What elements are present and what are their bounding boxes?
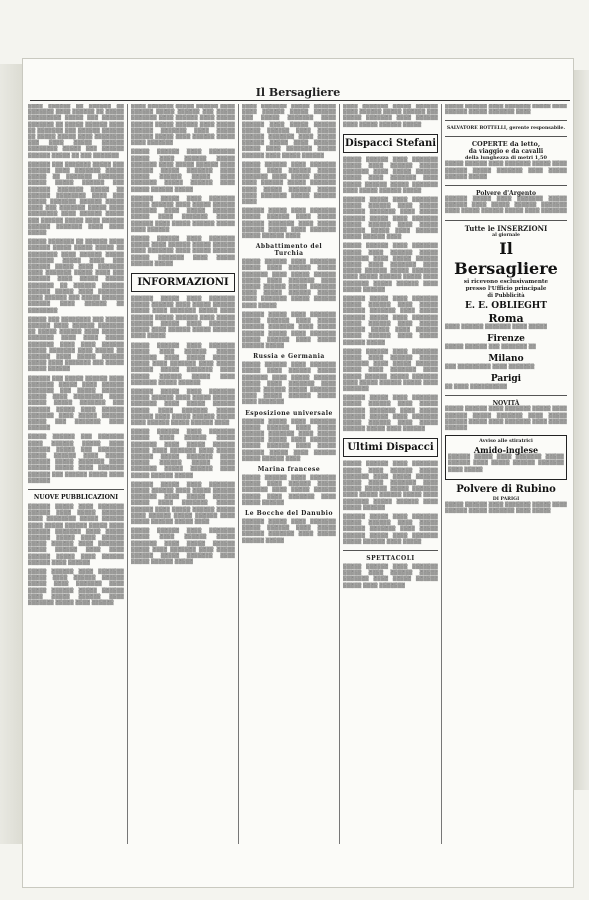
dispacci-stefani-box (343, 134, 438, 153)
body-text: ▒▒▒▒▒ ▒▒▒▒▒▒ ▒▒▒▒ ▒▒▒▒▒▒▒ ▒▒▒▒▒ ▒▒▒▒ ▒▒▒▒▒▒ ▒▒▒▒▒ ▒▒▒▒▒▒▒ ▒▒▒▒ ▒▒▒▒▒ ▒▒▒▒▒▒ ▒▒▒▒▒ (445, 162, 567, 180)
ad-pubblicita: di Pubblicità (487, 292, 525, 299)
section-heading-nuove-pubblicazioni: NUOVE PUBBLICAZIONI (33, 493, 119, 501)
section-heading-spettacoli: SPETTACOLI (366, 554, 415, 562)
ad-city-parigi: Parigi (490, 374, 522, 385)
ad-obliegh: E. E. OBLIEGHT (465, 300, 547, 311)
column-5-advertisements (445, 104, 567, 844)
body-text: ▒▒▒▒▒ ▒▒▒▒▒▒ ▒▒▒▒ ▒▒▒▒▒▒▒ ▒▒▒▒▒ ▒▒▒▒ ▒▒▒▒▒▒ ▒▒▒▒▒ ▒▒▒▒▒▒▒ ▒▒▒▒ ▒▒▒▒▒ ▒▒▒▒▒▒ ▒▒▒▒ ▒▒▒▒▒▒ ▒▒▒▒▒ ▒▒▒▒▒▒▒ ▒▒▒▒ ▒▒▒▒▒ ▒▒▒▒▒▒ ▒▒▒▒▒ ▒▒▒▒ ▒▒▒▒▒▒▒ ▒▒▒▒▒ ▒▒▒▒▒▒ ▒▒▒▒ (242, 162, 336, 206)
column-4 (343, 104, 438, 844)
ad-polvere-rubino-title: Polvere di Rubino (456, 483, 556, 495)
body-text: ▒▒▒▒▒▒ ▒▒▒▒▒ ▒▒▒▒ ▒▒▒▒▒▒▒ ▒▒▒▒▒ ▒▒▒▒▒▒ ▒▒▒▒ ▒▒▒▒▒ ▒▒▒▒▒▒ ▒▒▒▒▒▒▒ ▒▒▒▒ ▒▒▒▒▒ ▒▒▒▒▒▒ ▒▒▒▒▒ ▒▒▒▒ ▒▒▒▒▒▒▒ ▒▒▒▒▒ ▒▒▒▒▒▒ ▒▒▒▒ ▒▒▒▒▒ ▒▒▒▒▒▒ ▒▒▒▒▒ ▒▒▒▒ ▒▒▒▒▒▒ ▒▒▒▒▒ ▒▒▒▒▒▒ ▒▒▒▒ (343, 198, 438, 241)
body-text: ▒▒▒▒▒▒ ▒▒▒ ▒▒▒▒▒▒▒ ▒▒▒▒▒ ▒▒▒ ▒▒▒▒▒▒ ▒▒▒▒ ▒▒▒▒▒▒▒ ▒▒▒▒▒ ▒▒▒▒▒ ▒▒ ▒▒▒▒▒▒▒ ▒▒▒▒▒▒▒ ▒▒▒▒▒ ▒▒▒▒▒ ▒▒▒▒▒▒ ▒▒▒ ▒▒▒▒▒▒ ▒▒▒▒▒▒▒ ▒▒▒▒▒ ▒▒ ▒▒▒▒▒▒ ▒▒▒▒▒▒▒▒ ▒▒▒▒ ▒▒▒ ▒▒▒▒▒ ▒▒▒▒▒▒▒ ▒▒▒▒▒▒ ▒▒▒▒▒ ▒▒▒▒ ▒▒▒ ▒▒▒▒▒▒▒ ▒▒▒▒▒ ▒▒▒▒ ▒▒▒▒▒▒▒▒ ▒▒▒▒ ▒▒▒▒▒▒ ▒▒▒▒▒ ▒▒▒ ▒▒▒▒▒▒ ▒▒▒▒▒ ▒▒▒▒ ▒▒▒▒▒▒ ▒▒▒▒▒▒ ▒▒▒▒▒▒▒ ▒▒▒▒ ▒▒▒▒ ▒▒▒▒▒ (28, 162, 124, 237)
body-text: ▒▒▒▒▒▒ ▒▒▒▒▒ ▒▒▒▒ ▒▒▒▒▒▒▒ ▒▒▒▒▒ ▒▒▒▒▒▒ ▒▒▒▒ ▒▒▒▒▒ ▒▒▒▒▒▒ ▒▒▒▒▒▒▒ ▒▒▒▒ ▒▒▒▒▒ ▒▒▒▒▒▒ ▒▒▒▒▒ ▒▒▒▒ ▒▒▒▒▒▒▒ ▒▒▒▒▒ ▒▒▒▒▒▒ ▒▒▒▒ ▒▒▒▒▒ ▒▒▒▒▒▒ ▒▒▒▒▒ ▒▒▒▒ ▒▒▒▒▒▒ (343, 396, 438, 433)
body-text: ▒▒▒▒▒▒ ▒▒▒▒▒ ▒▒▒▒ ▒▒▒▒▒▒▒ ▒▒▒▒▒ ▒▒▒▒▒▒ ▒▒▒▒ ▒▒▒▒▒ ▒▒▒▒▒▒ ▒▒▒▒▒▒▒ ▒▒▒▒ ▒▒▒▒▒ ▒▒▒▒▒▒ ▒▒▒▒▒ ▒▒▒▒ ▒▒▒▒▒▒▒ ▒▒▒▒▒ ▒▒▒▒▒▒ ▒▒▒▒ (242, 209, 336, 240)
body-text: ▒▒▒▒ ▒▒▒▒▒▒▒ ▒▒▒▒▒ ▒▒▒▒▒▒ ▒▒▒▒ ▒▒▒▒▒▒ ▒▒▒▒▒ ▒▒▒▒▒▒ ▒▒▒ ▒▒▒▒▒ ▒▒▒▒▒▒▒ ▒▒▒▒ ▒▒▒▒▒▒ ▒▒▒▒ ▒▒▒▒▒ ▒▒▒▒▒▒ ▒▒▒▒▒ ▒▒▒▒▒▒ ▒▒▒▒ ▒▒▒▒▒ ▒▒▒▒▒▒ ▒▒▒▒▒▒▒ ▒▒▒▒ ▒▒▒▒▒ ▒▒▒▒▒▒ ▒▒▒▒▒ ▒▒▒▒ ▒▒▒▒▒▒ ▒▒▒▒▒ ▒▒▒▒ ▒▒▒▒▒▒▒ ▒▒▒▒▒ ▒▒▒▒▒▒ ▒▒▒▒ ▒▒▒▒▒ ▒▒▒▒▒▒ (242, 104, 336, 159)
column-rule (238, 104, 239, 844)
section-heading-bocche: Le Bocche del Danubio (245, 509, 333, 517)
page-curl-left (0, 64, 22, 844)
section-rule (343, 550, 438, 551)
ad-ricevono-2: presso l'Ufficio principale (465, 285, 547, 292)
body-text: ▒▒▒▒▒ ▒▒▒▒▒▒ ▒▒▒▒ ▒▒▒▒▒▒▒ ▒▒▒▒▒ ▒▒▒▒ ▒▒▒▒▒▒ ▒▒▒▒▒ ▒▒▒▒▒▒▒ ▒▒▒▒ ▒▒▒▒▒ ▒▒▒▒▒▒ ▒▒▒▒▒ ▒▒▒▒ ▒▒▒▒▒▒▒ ▒▒▒▒ ▒▒▒▒▒ ▒▒▒▒▒▒ ▒▒▒▒▒ ▒▒▒▒▒▒▒ ▒▒▒▒ ▒▒▒▒▒ ▒▒▒▒▒▒ ▒▒▒▒▒ ▒▒▒▒ ▒▒▒▒▒▒▒ ▒▒▒▒▒ ▒▒▒▒▒▒ (131, 343, 235, 386)
body-text: ▒▒▒▒▒ ▒▒▒▒▒▒ ▒▒▒▒ ▒▒▒▒▒▒▒ ▒▒▒▒▒ ▒▒▒▒ ▒▒▒▒▒▒ ▒▒▒▒▒ ▒▒▒▒▒▒▒ ▒▒▒▒ ▒▒▒▒▒ ▒▒▒▒▒▒ ▒▒▒▒▒ ▒▒▒▒ ▒▒▒▒▒▒▒ ▒▒▒▒ ▒▒▒▒▒ ▒▒▒▒▒▒ ▒▒▒▒▒ ▒▒▒▒▒▒▒ ▒▒▒▒ ▒▒▒▒▒ ▒▒▒▒▒▒ ▒▒▒▒▒ ▒▒▒▒ ▒▒▒▒▒▒▒ ▒▒▒▒▒ ▒▒▒▒▒▒ ▒▒▒▒ ▒▒▒▒▒ ▒▒▒▒▒▒ (343, 462, 438, 511)
body-text: ▒▒▒▒ ▒▒▒▒▒▒▒ ▒▒▒▒▒ ▒▒▒▒▒▒ ▒▒▒▒ ▒▒▒▒▒▒ ▒▒▒▒▒ ▒▒▒▒▒▒ ▒▒▒ ▒▒▒▒▒ ▒▒▒▒▒▒▒ ▒▒▒▒ ▒▒▒▒▒▒ ▒▒▒▒ ▒▒▒▒▒ ▒▒▒▒▒▒ ▒▒▒▒▒ ▒▒▒▒▒▒ ▒▒▒▒ ▒▒▒▒▒ ▒▒▒▒▒▒ ▒▒▒▒▒▒▒ ▒▒▒▒ ▒▒▒▒▒ ▒▒▒▒▒▒ ▒▒▒▒▒ ▒▒▒▒ ▒▒▒▒▒▒ ▒▒▒▒▒ ▒▒▒▒ ▒▒▒▒▒▒▒ (131, 104, 235, 147)
body-text: ▒▒▒▒▒ ▒▒▒▒▒▒ ▒▒▒▒ ▒▒▒▒▒▒▒ ▒▒▒▒▒ ▒▒▒▒ ▒▒▒▒▒▒ ▒▒▒▒▒ ▒▒▒▒▒▒▒ ▒▒▒▒ (445, 104, 567, 116)
column-1 (28, 104, 124, 844)
body-text: ▒▒▒▒▒ ▒▒▒▒▒▒ ▒▒▒▒ ▒▒▒▒▒▒▒ ▒▒▒▒▒ ▒▒▒▒ ▒▒▒▒▒▒ ▒▒▒▒▒ ▒▒▒▒▒▒▒ ▒▒▒▒ ▒▒▒▒▒ ▒▒▒▒▒▒ ▒▒▒▒▒ ▒▒▒▒ ▒▒▒▒▒▒▒ ▒▒▒▒ ▒▒▒▒▒ ▒▒▒▒▒▒ (242, 475, 336, 506)
section-heading-turchia: Abbattimento del Turchia (255, 243, 323, 258)
section-rule (445, 395, 567, 396)
column-3 (242, 104, 336, 844)
page-curl-right (574, 70, 589, 790)
column-rule (339, 104, 340, 844)
body-text: ▒▒▒▒▒ ▒▒▒▒▒▒ ▒▒▒▒ ▒▒▒▒▒▒▒ ▒▒▒▒▒ ▒▒▒▒ ▒▒▒▒▒▒ ▒▒▒▒▒ ▒▒▒▒▒▒▒ ▒▒▒▒ ▒▒▒▒▒ ▒▒▒▒▒▒ ▒▒▒▒▒ ▒▒▒▒ ▒▒▒▒▒▒▒ ▒▒▒▒ ▒▒▒▒▒ ▒▒▒▒▒▒ ▒▒▒▒▒ ▒▒▒▒▒▒▒ ▒▒▒▒ ▒▒▒▒▒ ▒▒▒▒▒▒ ▒▒▒▒▒ ▒▒▒▒ ▒▒▒▒▒▒▒ ▒▒▒▒▒ ▒▒▒▒▒▒ ▒▒▒▒ ▒▒▒▒▒ ▒▒▒▒▒▒ (343, 244, 438, 293)
ad-inserzioni-title: Tutte le INSERZIONI (464, 223, 548, 233)
body-text: ▒▒▒▒▒ ▒▒▒▒▒▒ ▒▒▒▒ ▒▒▒▒▒▒▒ ▒▒▒▒▒ ▒▒▒▒ ▒▒▒▒▒▒ ▒▒▒▒▒ ▒▒▒▒▒▒▒ ▒▒▒▒ ▒▒▒▒▒ ▒▒▒▒▒▒ ▒▒▒▒▒ ▒▒▒▒ ▒▒▒▒▒▒▒ ▒▒▒▒ ▒▒▒▒▒ ▒▒▒▒▒▒ ▒▒▒▒▒ ▒▒▒▒▒▒▒ ▒▒▒▒ ▒▒▒▒▒ ▒▒▒▒▒▒ ▒▒▒▒▒ ▒▒▒▒ ▒▒▒▒▒▒▒ (343, 349, 438, 392)
body-text: ▒▒▒▒▒▒ ▒▒▒▒▒ ▒▒▒▒ ▒▒▒▒▒▒▒ ▒▒▒▒▒ ▒▒▒▒▒▒ ▒▒▒▒ ▒▒▒▒▒ ▒▒▒▒▒▒ ▒▒▒▒▒▒▒ ▒▒▒▒ ▒▒▒▒▒ ▒▒▒▒▒▒ ▒▒▒▒▒ ▒▒▒▒ ▒▒▒▒▒▒▒ ▒▒▒▒▒ ▒▒▒▒▒▒ ▒▒▒▒ ▒▒▒▒▒ ▒▒▒▒▒▒ ▒▒▒▒▒ ▒▒▒▒ ▒▒▒▒▒▒ ▒▒▒▒▒ ▒▒▒▒▒▒ ▒▒▒▒ ▒▒▒▒▒ ▒▒▒▒▒▒ ▒▒▒▒▒ (343, 297, 438, 346)
ad-di-parigi: DI PARIGI (492, 496, 520, 502)
section-heading-dispacci-stefani: Dispacci Stefani (344, 137, 437, 149)
column-rule (127, 104, 128, 844)
body-text: ▒▒▒▒▒▒ ▒▒▒▒▒ ▒▒▒▒ ▒▒▒▒▒▒▒ ▒▒▒▒▒ ▒▒▒▒▒▒ ▒▒▒▒ ▒▒▒▒▒ ▒▒▒▒▒▒ ▒▒▒▒▒▒▒ ▒▒▒▒ ▒▒▒▒▒ ▒▒▒▒▒▒ ▒▒▒▒▒ ▒▒▒▒ ▒▒▒▒▒▒▒ ▒▒▒▒▒ ▒▒▒▒▒▒ ▒▒▒▒ ▒▒▒▒▒ ▒▒▒▒▒▒ ▒▒▒▒▒ ▒▒▒▒ ▒▒▒▒▒▒ (131, 196, 235, 233)
body-text: ▒▒▒▒▒ ▒▒▒▒▒▒ ▒▒▒▒ ▒▒▒▒▒▒▒ ▒▒▒▒▒ ▒▒▒▒ ▒▒▒▒▒▒ ▒▒▒▒▒ ▒▒▒▒▒▒▒ ▒▒▒▒ ▒▒▒▒▒ ▒▒▒▒▒▒ ▒▒▒▒▒ ▒▒▒▒ ▒▒▒▒▒▒▒ ▒▒▒▒ ▒▒▒▒▒ ▒▒▒▒▒▒ ▒▒▒▒▒ ▒▒▒▒▒▒▒ ▒▒▒▒ ▒▒▒▒▒ ▒▒▒▒▒▒ ▒▒▒▒▒ ▒▒▒▒ ▒▒▒▒▒▒▒ ▒▒▒▒▒ ▒▒▒▒▒▒ ▒▒▒▒ ▒▒▒▒▒ (242, 260, 336, 309)
ad-city-milano: Milano (488, 354, 524, 365)
section-heading-ultimi-dispacci: Ultimi Dispacci (347, 442, 434, 454)
body-text: ▒▒▒▒ ▒▒▒▒▒▒▒ ▒▒▒▒▒ ▒▒▒▒▒▒ ▒▒▒▒ ▒▒▒▒▒▒ ▒▒▒▒▒ ▒▒▒▒▒▒ ▒▒▒ ▒▒▒▒▒ ▒▒▒▒▒▒▒ ▒▒▒▒ ▒▒▒▒▒▒ ▒▒▒▒ ▒▒▒▒▒ ▒▒▒▒▒▒ ▒▒▒▒▒ (343, 104, 438, 128)
ad-novita-title: NOVITÀ (492, 400, 520, 408)
section-heading-russia: Russia e Germania (253, 353, 325, 361)
body-text: ▒▒▒▒▒ ▒▒▒▒▒▒ ▒▒▒▒ ▒▒▒▒▒▒▒ ▒▒▒▒▒ ▒▒▒▒ ▒▒▒▒▒▒ ▒▒▒▒▒ ▒▒▒▒▒▒▒ ▒▒▒▒ ▒▒▒▒▒ ▒▒▒▒▒▒ ▒▒▒▒ ▒▒▒▒▒▒ ▒▒▒▒▒ ▒▒▒▒▒▒▒ ▒▒▒▒ ▒▒▒▒▒ ▒▒▒▒▒▒ ▒▒▒▒▒ ▒▒▒▒ ▒▒▒▒▒▒▒ ▒▒▒▒▒ ▒▒▒▒▒▒ ▒▒▒▒ ▒▒▒▒▒ ▒▒▒▒▒▒ ▒▒▒▒▒ (131, 150, 235, 193)
body-text: ▒▒▒▒▒▒ ▒▒▒▒▒ ▒▒▒▒ ▒▒▒▒▒▒▒ ▒▒▒▒▒ ▒▒▒▒▒▒ ▒▒▒▒ ▒▒▒▒▒ ▒▒▒▒▒▒ ▒▒▒▒▒▒▒ ▒▒▒▒ ▒▒▒▒▒ ▒▒▒▒▒▒ ▒▒▒▒▒ (242, 519, 336, 544)
section-heading-informazioni: INFORMAZIONI (137, 277, 229, 289)
ad-amido-title: Amido-inglese (473, 445, 539, 456)
body-text: ▒▒▒▒▒ ▒▒▒▒▒▒ ▒▒▒▒ ▒▒▒▒▒▒▒ ▒▒▒▒▒ ▒▒▒▒ ▒▒▒▒▒▒ ▒▒▒▒▒ ▒▒▒▒▒▒▒ ▒▒▒▒ ▒▒▒▒▒ ▒▒▒▒▒▒ ▒▒▒▒▒ ▒▒▒▒ ▒▒▒▒▒▒▒ ▒▒▒▒ ▒▒▒▒▒ ▒▒▒▒▒▒ ▒▒▒▒▒ ▒▒▒▒▒▒▒ ▒▒▒▒ ▒▒▒▒▒ ▒▒▒▒▒▒ ▒▒▒▒▒ (131, 529, 235, 566)
header-rule (30, 100, 570, 101)
ad-polvere-argento-title: Polvere d'Argento (476, 190, 536, 198)
informazioni-box (131, 273, 235, 292)
ad-avviso: Avviso alle stiratrici (479, 438, 533, 445)
body-text: ▒▒▒▒▒ ▒▒▒▒▒▒ ▒▒▒▒ ▒▒▒▒▒▒▒ ▒▒▒▒▒ ▒▒▒▒ ▒▒▒▒▒▒ ▒▒▒▒▒▒ ▒▒▒▒▒ ▒▒▒▒ ▒▒▒▒▒▒▒ ▒▒▒▒ ▒▒▒▒▒ ▒▒▒▒▒▒ ▒▒▒▒▒ ▒▒▒▒▒▒ ▒▒▒▒ ▒▒▒▒▒ ▒▒▒▒▒▒ ▒▒▒▒ ▒▒▒▒▒▒▒ ▒▒▒▒▒ ▒▒▒▒ ▒▒▒▒▒▒ (28, 570, 124, 607)
body-text: ▒▒▒▒▒▒ ▒▒▒▒▒ ▒▒▒▒ ▒▒▒▒▒▒▒ ▒▒▒▒▒ ▒▒▒▒▒▒ ▒▒▒▒ ▒▒▒▒▒ ▒▒▒▒▒▒ ▒▒▒▒▒▒▒ ▒▒▒▒ ▒▒▒▒▒ ▒▒▒▒▒▒ ▒▒▒▒▒ ▒▒▒▒ ▒▒▒▒▒▒▒ ▒▒▒▒▒ ▒▒▒▒▒▒ ▒▒▒▒ ▒▒▒▒▒ ▒▒▒▒▒▒ ▒▒▒▒▒ ▒▒▒▒ ▒▒▒▒▒▒ ▒▒▒▒▒ ▒▒▒▒▒▒ ▒▒▒▒ (131, 389, 235, 426)
ad-city-firenze: Firenze (487, 333, 525, 344)
body-text: ▒▒▒▒▒▒ ▒▒▒ ▒▒▒▒▒ ▒▒▒▒▒▒ ▒▒▒▒ ▒▒▒▒▒▒▒ ▒▒▒▒▒ ▒▒▒▒ ▒▒▒▒▒▒ ▒▒▒▒▒▒▒ ▒▒▒ ▒▒▒▒▒ ▒▒▒▒▒▒ ▒▒▒▒▒ ▒▒▒▒ ▒▒▒▒▒▒▒▒ ▒▒▒▒ ▒▒▒▒▒ ▒▒▒▒▒ ▒▒▒▒▒▒▒ ▒▒▒ ▒▒▒▒▒▒ ▒▒▒▒▒ ▒▒▒▒ ▒▒▒▒▒▒ ▒▒▒▒▒▒▒ ▒▒▒▒ ▒▒▒▒▒ ▒▒▒▒▒▒ ▒▒▒▒▒ ▒▒▒ ▒▒▒▒▒▒▒ ▒▒▒▒ ▒▒▒▒▒▒ (28, 376, 124, 432)
body-text: ▒▒▒▒▒▒ ▒▒▒▒▒ ▒▒▒▒ ▒▒▒▒▒▒▒ ▒▒▒▒▒ ▒▒▒▒▒▒ ▒▒▒▒ ▒▒▒▒▒ ▒▒▒▒▒▒ ▒▒▒▒▒▒▒ ▒▒▒▒ ▒▒▒▒▒ ▒▒▒▒▒▒ ▒▒▒▒▒ ▒▒▒▒ ▒▒▒▒▒▒▒ ▒▒▒▒▒ ▒▒▒▒▒▒ ▒▒▒▒ ▒▒▒▒▒ ▒▒▒▒▒▒ ▒▒▒▒▒ ▒▒▒▒ ▒▒▒▒▒▒ ▒▒▒▒▒ ▒▒▒▒▒▒ ▒▒▒▒ ▒▒▒▒▒ ▒▒▒▒▒▒ ▒▒▒▒▒ ▒▒▒▒ (131, 482, 235, 525)
body-text: ▒▒▒▒▒ ▒▒▒▒▒▒ ▒▒▒▒ ▒▒▒▒▒▒▒ ▒▒▒▒▒ ▒▒▒▒ ▒▒▒▒▒▒ ▒▒▒▒▒ ▒▒▒▒▒▒▒ ▒▒▒▒ ▒▒▒▒▒ ▒▒▒▒▒▒ ▒▒▒▒▒ ▒▒▒▒ ▒▒▒▒▒▒▒ ▒▒▒▒ ▒▒▒▒▒ ▒▒▒▒▒▒ ▒▒▒▒▒ ▒▒▒▒▒▒▒ ▒▒▒▒ ▒▒▒▒▒ ▒▒▒▒▒▒ ▒▒▒▒▒ ▒▒▒▒ ▒▒▒▒▒▒▒ ▒▒▒▒▒ ▒▒▒▒▒▒ ▒▒▒▒ ▒▒▒▒▒ ▒▒▒▒▒▒ ▒▒▒▒▒ (131, 430, 235, 479)
section-rule (445, 220, 567, 221)
column-rule (441, 104, 442, 844)
body-text: ▒▒▒▒▒ ▒▒▒▒▒▒ ▒▒▒▒ ▒▒▒▒▒▒▒ ▒▒▒▒▒ ▒▒▒▒ ▒▒▒▒▒▒ ▒▒▒▒▒ ▒▒▒▒▒▒▒ ▒▒▒▒ ▒▒▒▒▒ (445, 502, 567, 515)
ad-ricevono-1: si ricevono esclusivamente (463, 278, 549, 285)
body-text: ▒▒▒▒▒▒ ▒▒▒▒▒ ▒▒▒▒ ▒▒▒▒▒▒▒ ▒▒▒▒▒ ▒▒▒▒▒▒ ▒▒▒▒ ▒▒▒▒▒ ▒▒▒▒▒▒ ▒▒▒▒▒▒▒ ▒▒▒▒ ▒▒▒▒▒ (448, 455, 564, 473)
section-rule (445, 185, 567, 186)
body-text: ▒▒▒▒ ▒▒▒▒▒▒ ▒▒ ▒▒▒▒▒▒ ▒▒ ▒▒▒▒▒▒▒ ▒▒▒▒ ▒▒▒▒▒▒ ▒▒ ▒▒▒▒▒ ▒▒▒▒▒▒▒▒▒ ▒▒▒▒▒ ▒▒▒ ▒▒▒▒▒▒ ▒▒▒▒▒▒▒ ▒▒ ▒▒▒▒▒ ▒▒▒▒▒▒ ▒▒▒▒ ▒▒ ▒▒▒▒▒▒▒ ▒▒▒ ▒▒▒▒▒▒ ▒▒▒▒▒▒ ▒▒ ▒▒▒▒▒ ▒▒▒▒▒ ▒▒▒▒ ▒▒▒▒▒▒▒▒ ▒▒▒ ▒▒▒▒ ▒▒▒▒▒ ▒▒▒▒▒▒ ▒▒▒▒▒▒▒▒ ▒▒▒▒▒ ▒▒▒ ▒▒▒▒▒▒ ▒▒▒▒▒▒ ▒▒▒▒▒ ▒▒ ▒▒▒ ▒▒▒▒▒▒▒ (28, 104, 124, 159)
body-text: ▒▒▒▒ ▒▒▒▒▒▒ ▒▒▒▒▒▒▒ ▒▒▒▒ ▒▒▒▒▒ (445, 324, 548, 330)
body-text: ▒▒▒▒▒ ▒▒▒▒▒▒ ▒▒▒▒ ▒▒▒▒▒▒▒ ▒▒▒▒▒ ▒▒▒▒ ▒▒▒▒▒▒ ▒▒▒▒▒ ▒▒▒▒▒▒▒ ▒▒▒▒ ▒▒▒▒▒ ▒▒▒▒▒▒ ▒▒▒▒▒ ▒▒▒▒ ▒▒▒▒▒▒▒ ▒▒▒▒ ▒▒▒▒▒ ▒▒▒▒▒▒ ▒▒▒▒▒ ▒▒▒▒▒▒▒ ▒▒▒▒ ▒▒▒▒▒ ▒▒▒▒▒▒ ▒▒▒▒▒ (343, 157, 438, 194)
ad-city-roma: Roma (488, 311, 524, 325)
body-text: ▒▒▒▒▒▒ ▒▒▒▒▒ ▒▒▒▒ ▒▒▒▒▒▒▒ ▒▒▒▒▒▒ ▒▒▒▒ ▒▒▒▒▒ ▒▒▒▒▒▒ ▒▒▒▒ ▒▒▒▒▒▒▒▒ ▒▒▒▒▒ ▒▒▒▒▒▒ ▒▒▒▒ ▒▒▒▒▒ ▒▒▒▒▒▒ ▒▒▒▒▒ ▒▒▒▒ ▒▒▒▒▒▒ ▒▒▒▒▒▒▒ ▒▒▒▒ ▒▒▒▒▒ ▒▒▒▒▒▒ ▒▒▒▒▒ ▒▒▒▒ ▒▒▒▒▒▒ ▒▒▒▒▒ ▒▒▒▒▒▒ ▒▒▒▒ ▒▒▒▒▒▒▒ ▒▒▒▒▒ ▒▒▒▒▒▒ ▒▒▒▒ ▒▒▒▒ ▒▒▒▒▒▒ ▒▒▒▒▒ ▒▒▒▒ ▒▒▒▒▒▒ ▒▒▒▒▒▒ ▒▒▒▒ ▒▒▒▒▒▒ (28, 504, 124, 566)
body-text: ▒▒▒▒▒ ▒▒▒▒▒▒ ▒▒▒▒ ▒▒▒▒▒▒▒ ▒▒▒▒▒ ▒▒▒▒ ▒▒▒▒▒▒ ▒▒▒▒▒ ▒▒▒▒▒▒▒ ▒▒▒▒ ▒▒▒▒▒ ▒▒▒▒▒▒ ▒▒▒▒▒ ▒▒▒▒ ▒▒▒▒▒▒▒ ▒▒▒▒ ▒▒▒▒▒ ▒▒▒▒▒▒ ▒▒▒▒▒ ▒▒▒▒▒▒▒ ▒▒▒▒ ▒▒▒▒▒ ▒▒▒▒▒▒ ▒▒▒▒▒ ▒▒▒▒ ▒▒▒▒▒▒▒ (242, 363, 336, 406)
body-text: ▒▒▒▒▒ ▒▒▒▒▒▒ ▒▒▒ ▒▒▒▒▒▒▒ ▒▒▒▒ ▒▒▒▒▒▒ ▒▒▒▒▒ ▒▒▒▒ ▒▒▒▒▒▒ ▒▒▒▒▒ ▒▒▒ ▒▒▒▒▒▒▒ ▒▒▒▒▒ ▒▒▒▒▒▒ ▒▒▒▒ ▒▒▒▒▒ ▒▒▒▒▒▒ ▒▒▒▒▒ ▒▒▒▒▒▒▒ ▒▒▒▒ ▒▒▒▒▒▒ ▒▒▒▒▒ ▒▒▒▒ ▒▒▒▒▒▒▒ ▒▒▒▒▒▒ ▒▒▒ ▒▒▒▒▒▒ ▒▒▒▒▒ ▒▒▒▒ ▒▒▒▒▒▒ (28, 435, 124, 484)
section-rule (28, 489, 124, 490)
ad-coperte-title: COPERTE da letto, (471, 140, 541, 149)
section-rule (445, 120, 567, 121)
column-2 (131, 104, 235, 844)
body-text: ▒▒▒ ▒▒▒▒▒▒▒▒▒ ▒▒▒▒ ▒▒▒▒▒▒▒ (445, 365, 535, 371)
body-text: ▒▒▒▒▒▒ ▒▒▒▒▒ ▒▒▒▒ ▒▒▒▒▒▒▒ ▒▒▒▒▒ ▒▒▒▒▒▒ ▒▒▒▒ ▒▒▒▒▒ ▒▒▒▒▒▒ ▒▒▒▒▒▒▒ ▒▒▒▒ ▒▒▒▒▒ ▒▒▒▒▒▒ ▒▒▒▒▒ ▒▒▒▒ ▒▒▒▒▒▒▒ ▒▒▒▒▒ ▒▒▒▒▒▒ ▒▒▒▒ ▒▒▒▒▒ ▒▒▒▒▒▒ ▒▒▒▒▒ ▒▒▒▒ ▒▒▒▒▒▒ ▒▒▒▒▒ ▒▒▒▒▒▒ ▒▒▒▒ (242, 419, 336, 462)
ad-amido-box (445, 435, 567, 480)
body-text: ▒▒▒▒▒ ▒▒▒ ▒▒▒▒▒▒▒▒ ▒▒▒ ▒▒▒▒▒ ▒▒▒▒▒▒ ▒▒▒▒ ▒▒▒▒▒▒ ▒▒▒▒▒▒▒ ▒▒ ▒▒▒▒▒ ▒▒▒▒▒▒ ▒▒▒▒ ▒▒▒▒▒▒ ▒▒▒▒▒▒▒ ▒▒▒▒ ▒▒▒▒ ▒▒▒▒▒ ▒▒▒▒▒▒▒ ▒▒▒▒ ▒▒▒▒ ▒▒▒▒▒▒ ▒▒▒▒▒ ▒▒▒▒▒▒▒ ▒▒▒▒ ▒▒▒▒▒ ▒▒ ▒▒▒▒▒▒ ▒▒▒▒ ▒▒▒▒▒ ▒▒▒▒▒▒ ▒▒▒▒▒ ▒▒▒▒ ▒▒▒▒▒▒▒ ▒▒▒ ▒▒▒▒▒ ▒▒▒▒▒ ▒▒▒▒▒▒ (28, 317, 124, 373)
body-text: ▒▒▒▒▒ ▒▒▒▒▒▒ ▒▒▒▒ ▒▒▒▒▒▒▒ ▒▒▒▒▒ ▒▒▒▒ ▒▒▒▒▒▒ ▒▒▒▒▒ ▒▒▒▒▒▒▒ ▒▒▒▒ ▒▒▒▒▒ ▒▒▒▒▒▒ ▒▒▒▒▒ ▒▒▒▒ ▒▒▒▒▒▒▒ ▒▒▒▒ ▒▒▒▒▒ ▒▒▒▒▒▒ (445, 407, 567, 432)
body-text: ▒▒▒▒▒▒ ▒▒▒▒▒ ▒▒▒▒ ▒▒▒▒▒▒▒ ▒▒▒▒▒ ▒▒▒▒▒▒ ▒▒▒▒ ▒▒▒▒▒ ▒▒▒▒▒▒ ▒▒▒▒▒▒▒ ▒▒▒▒ ▒▒▒▒▒ ▒▒▒▒▒▒ ▒▒▒▒▒ ▒▒▒▒ ▒▒▒▒▒▒▒ (445, 197, 567, 215)
gerente-line: SALVATORE BOTTELLI, gerente responsabile. (446, 126, 566, 132)
body-text: ▒▒▒▒▒ ▒▒▒▒▒▒▒ ▒▒ ▒▒▒▒▒▒ ▒▒▒▒ ▒▒▒▒▒▒ ▒▒▒▒▒ ▒▒▒▒▒ ▒▒▒▒▒ ▒▒ ▒▒▒▒▒▒▒▒ ▒▒▒▒ ▒▒▒▒▒▒ ▒▒▒▒▒ ▒▒▒▒▒▒▒ ▒▒▒▒▒ ▒▒▒▒ ▒▒▒ ▒▒▒▒▒▒ ▒▒▒▒▒ ▒▒▒▒ ▒▒▒▒▒▒▒ ▒▒▒▒ ▒▒▒▒▒▒▒ ▒▒▒▒▒ ▒▒▒▒ ▒▒▒ ▒▒▒▒▒▒ ▒▒▒▒ ▒▒▒▒▒ ▒▒▒▒▒ ▒▒▒▒▒▒▒ ▒▒ ▒▒▒▒▒▒ ▒▒▒▒▒▒ ▒▒▒▒▒▒ ▒▒▒▒▒ ▒▒▒▒ ▒▒▒▒▒▒▒ ▒▒▒▒ ▒▒▒▒▒▒ ▒▒▒ ▒▒▒▒▒ ▒▒▒▒▒▒ ▒▒▒▒▒▒ ▒▒▒▒ ▒▒▒▒▒▒ ▒▒ ▒▒▒▒▒▒▒▒ (28, 240, 124, 314)
running-header: Il Bersagliere (255, 86, 341, 99)
body-text: ▒▒▒▒▒▒ ▒▒▒▒▒ ▒▒▒▒ ▒▒▒▒▒▒▒ ▒▒▒▒▒ ▒▒▒▒▒▒ ▒▒▒▒ ▒▒▒▒▒ ▒▒▒▒▒▒ ▒▒▒▒▒ ▒▒▒▒ ▒▒▒▒▒▒▒ ▒▒▒▒▒ ▒▒▒▒ ▒▒▒▒▒▒ ▒▒▒▒▒ ▒▒▒▒▒▒ ▒▒▒▒ ▒▒▒▒▒ ▒▒▒▒▒▒ ▒▒▒▒▒ ▒▒▒▒ ▒▒▒▒▒▒▒ ▒▒▒▒▒ ▒▒▒▒ ▒▒▒▒▒▒ ▒▒▒▒▒ ▒▒▒▒▒▒ ▒▒▒▒ ▒▒▒▒▒ (131, 297, 235, 340)
body-text: ▒▒▒▒▒▒ ▒▒▒▒▒ ▒▒▒▒ ▒▒▒▒▒▒▒ ▒▒▒▒▒ ▒▒▒▒▒▒ ▒▒▒▒ ▒▒▒▒▒ ▒▒▒▒▒▒ ▒▒▒▒▒▒▒ ▒▒▒▒ ▒▒▒▒▒ ▒▒▒▒▒▒ ▒▒▒▒▒ ▒▒▒▒ ▒▒▒▒▒▒▒ ▒▒▒▒▒ ▒▒▒▒▒▒ ▒▒▒▒ ▒▒▒▒▒ ▒▒▒▒▒▒ ▒▒▒▒▒ (242, 312, 336, 349)
ultimi-dispacci-box (343, 438, 438, 457)
body-text: ▒▒ ▒▒▒▒ ▒▒▒▒▒▒▒▒▒▒ (445, 385, 508, 391)
body-text: ▒▒▒▒▒ ▒▒▒▒▒▒ ▒▒▒▒ ▒▒▒▒▒▒▒ ▒▒▒▒▒ ▒▒▒▒ ▒▒▒▒▒▒ ▒▒▒▒▒ ▒▒▒▒▒▒ ▒▒▒▒ ▒▒▒▒▒▒▒ ▒▒▒▒ ▒▒▒▒▒ ▒▒▒▒▒▒ ▒▒▒▒▒ ▒▒▒▒▒▒▒ ▒▒▒▒ ▒▒▒▒▒ ▒▒▒▒▒▒ ▒▒▒▒▒ (131, 237, 235, 267)
body-text: ▒▒▒▒▒ ▒▒▒▒▒▒ ▒▒▒ ▒▒▒▒▒▒▒ ▒▒ (445, 344, 536, 350)
body-text: ▒▒▒▒▒▒ ▒▒▒▒▒ ▒▒▒▒ ▒▒▒▒▒▒▒ ▒▒▒▒▒ ▒▒▒▒▒▒ ▒▒▒▒ ▒▒▒▒▒ ▒▒▒▒▒▒ ▒▒▒▒▒▒▒ ▒▒▒▒ ▒▒▒▒▒ ▒▒▒▒▒▒ ▒▒▒▒▒ ▒▒▒▒ ▒▒▒▒▒▒▒ ▒▒▒▒▒ ▒▒▒▒▒▒ ▒▒▒▒ ▒▒▒▒▒ (343, 514, 438, 545)
section-rule (445, 136, 567, 137)
ad-al-giornale: al giornale (492, 232, 520, 238)
ad-bersagliere-title: Il Bersagliere (454, 238, 558, 278)
ad-coperte-subtitle: da viaggio e da cavalli (468, 148, 544, 156)
body-text: ▒▒▒▒▒ ▒▒▒▒▒▒ ▒▒▒▒ ▒▒▒▒▒▒▒ ▒▒▒▒▒ ▒▒▒▒ ▒▒▒▒▒▒ ▒▒▒▒▒ ▒▒▒▒▒▒▒ ▒▒▒▒ ▒▒▒▒▒ ▒▒▒▒▒▒ ▒▒▒▒▒ ▒▒▒▒ ▒▒▒▒▒▒▒ (343, 564, 438, 589)
section-heading-marina: Marina francese (257, 465, 321, 473)
section-heading-esposizione: Esposizione universale (245, 409, 333, 417)
ad-coperte-size: della lunghezza di metri 1,50 (465, 155, 547, 162)
